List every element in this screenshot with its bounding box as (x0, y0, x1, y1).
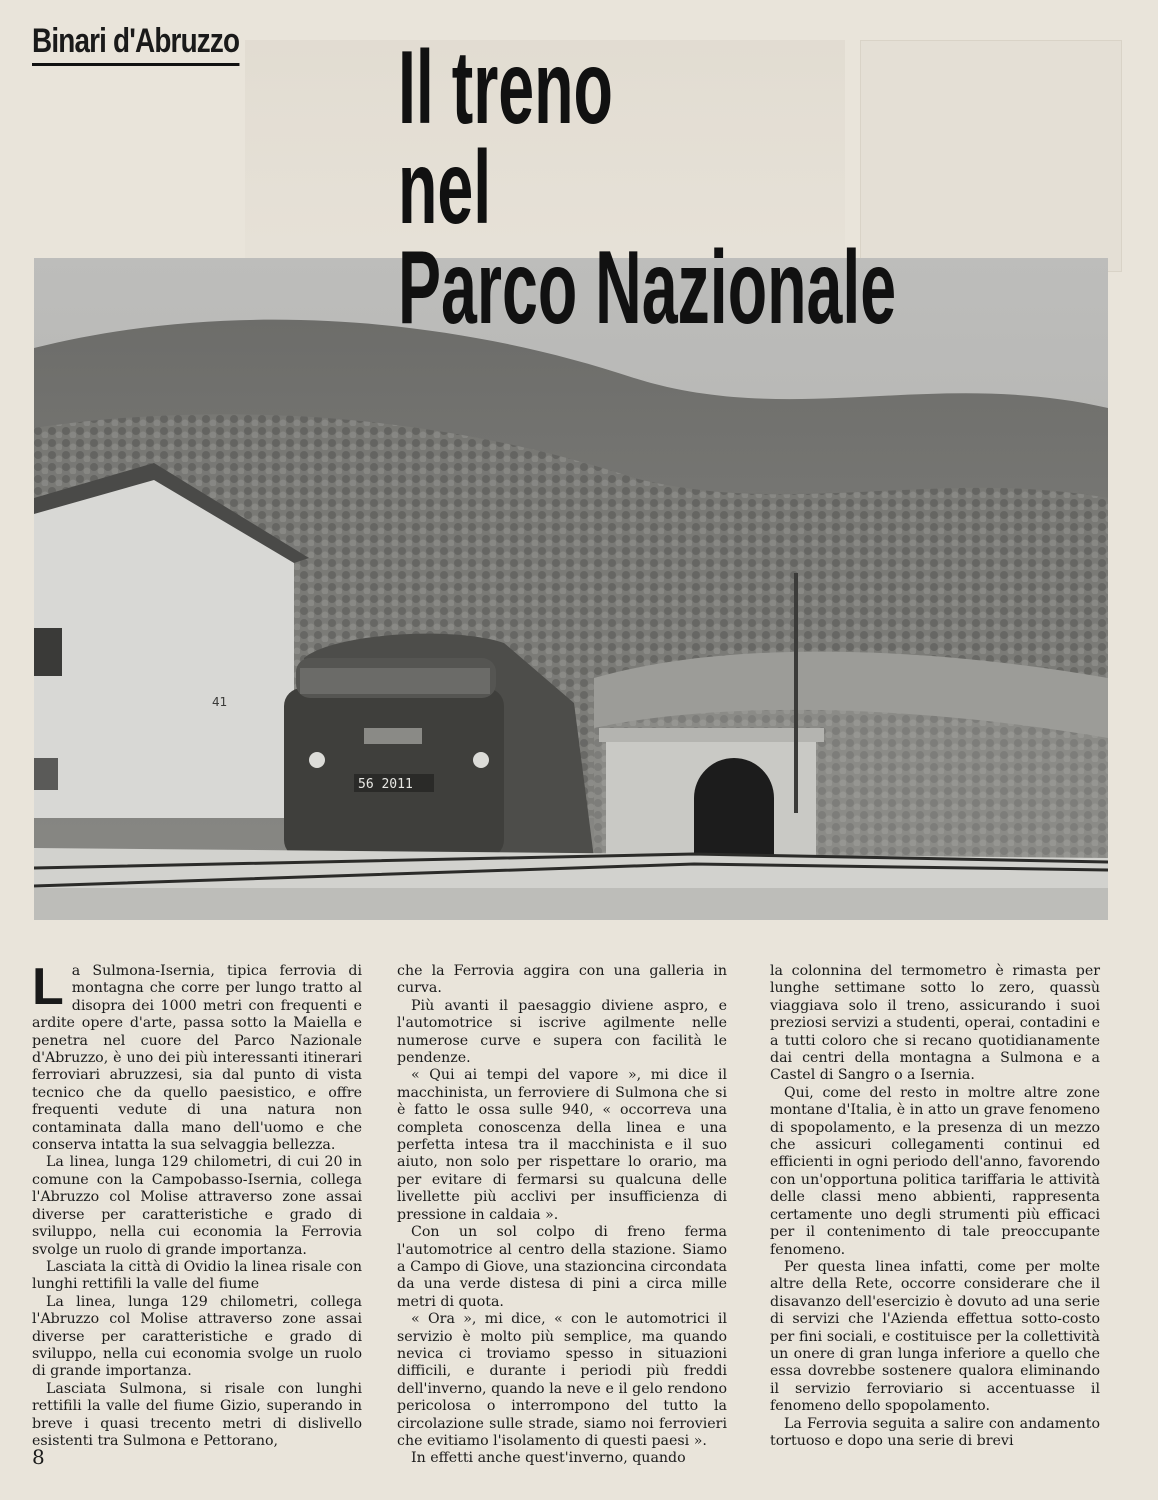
headline (398, 30, 1158, 346)
paragraph: La Ferrovia seguita a salire con andamento tortuoso e dopo una serie di brevi (770, 1415, 1100, 1449)
paragraph: In effetti anche quest'inverno, quando (411, 1450, 686, 1467)
paragraph: che la Ferrovia aggira con una galleria in curva. (397, 963, 727, 997)
paragraph (32, 958, 362, 1154)
paragraph: La linea, lunga 129 chilometri, collega l'Abruzzo col Molise attraverso zone assai diverse per caratteristiche e grado di sviluppo, nella cui economia svolge un ruolo di grande importanza. (32, 1293, 362, 1380)
headline-line-2: nel (398, 130, 492, 246)
column-1 (32, 958, 362, 1450)
paragraph: Con un sol colpo di freno ferma l'automotrice al centro della stazione. Siamo a Campo di Giove, una stazioncina circondata da una verde distesa di pini a circa mille metri di quota. (397, 1224, 727, 1310)
paragraph: Qui, come del resto in moltre altre zone montane d'Italia, è in atto un grave fenomeno di spopolamento, e la presenza di un mezzo che assicuri collegamenti continui ed efficienti in ogni periodo dell'anno, favorendo con un'opportuna politica tariffaria le attività delle classi meno abbienti, rappresenta certamente uno degli strumenti più efficaci per il contenimento di tale preoccupante fenomeno. (770, 1084, 1100, 1258)
column-3 (770, 963, 1100, 1450)
paragraph-text: a Sulmona-Isernia, tipica ferrovia di montagna che corre per lungo tratto al disopra dei 1000 metri con frequenti e ardite opere d'arte, passa sotto la Maiella e penetra nel cuore del Parco Nazionale d'Abruzzo, è uno dei più interessanti itinerari ferroviari abruzzesi, sia dal punto di vista tecnico che da quello paesistico, e offre frequenti vedute di una natura non contaminata dalla mano dell'uomo e che conserva intatta la sua selvaggia bellezza. (32, 963, 362, 1154)
section-kicker: Binari d'Abruzzo (32, 22, 239, 66)
paragraph: Lasciata Sulmona, si risale con lunghi rettifili la valle del fiume Gizio, superando in breve i quasi trecento metri di dislivello esistenti tra Sulmona e Pettorano, (32, 1380, 362, 1449)
page-number: 8 (32, 1445, 45, 1469)
paragraph: Più avanti il paesaggio diviene aspro, e l'automotrice si iscrive agilmente nelle numerose curve e supera con facilità le pendenze. (397, 997, 727, 1067)
paragraph: la colonnina del termometro è rimasta per lunghe settimane sotto lo zero, quassù viaggiava solo il treno, assicurando i suoi preziosi servizi a studenti, operai, contadini e a tutti coloro che si recano quotidianamente dai centri della montagna a Sulmona e a Castel di Sangro o a Isernia. (770, 963, 1100, 1084)
column-2 (397, 963, 727, 1468)
drop-cap: L (32, 958, 64, 1016)
paragraph: « Qui ai tempi del vapore », mi dice il macchinista, un ferroviere di Sulmona che si è fatto le ossa sulle 940, « occorreva una completa conoscenza della linea e una perfetta intesa tra il macchinista e il suo aiuto, non solo per rispettare lo orario, ma per evitare di fermarsi su qualcuna delle livellette più acclivi per insufficienza di pressione in caldaia ». (397, 1067, 727, 1223)
railcar-number: 56 2011 (358, 777, 413, 792)
headline-line-1: Il treno (398, 30, 613, 146)
paragraph: Lasciata la città di Ovidio la linea risale con lunghi rettifili la valle del fiume (32, 1258, 362, 1293)
train-photo (34, 258, 1108, 920)
house-sign: 41 (212, 695, 228, 709)
paragraph: « Ora », mi dice, « con le automotrici il servizio è molto più semplice, ma quando nevica ci troviamo spesso in situazioni difficili, e durante i periodi più freddi dell'inverno, quando la neve e il gelo rendono pericolosa o interrompono del tutto la circolazione sulle strade, siamo noi ferrovieri che evitiamo l'isolamento di questi paesi ». (397, 1311, 727, 1449)
headline-line-3: Parco Nazionale (398, 230, 897, 346)
paragraph: La linea, lunga 129 chilometri, di cui 20 in comune con la Campobasso-Isernia, collega l'Abruzzo col Molise attraverso zone assai diverse per caratteristiche e grado di sviluppo, nella cui economia la Ferrovia svolge un ruolo di grande importanza. (32, 1154, 362, 1258)
paragraph: Per questa linea infatti, come per molte altre della Rete, occorre considerare che il disavanzo dell'esercizio è dovuto ad una serie di servizi che l'Azienda effettua sotto-costo per fini sociali, e costituisce per la collettività un onere di gran lunga inferiore a quello che essa dovrebbe sostenere qualora eliminando il servizio ferroviario si accentuasse il fenomeno dello spopolamento. (770, 1258, 1100, 1415)
